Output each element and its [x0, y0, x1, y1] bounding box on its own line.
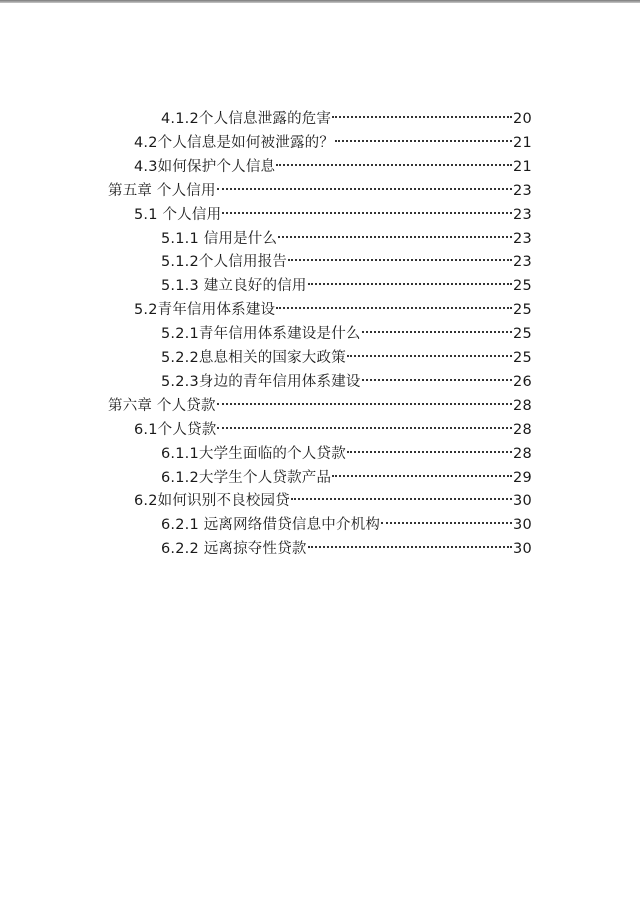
toc-entry-title: 4.1.2个人信息泄露的危害 — [161, 111, 332, 127]
toc-entry-page-number: 25 — [512, 302, 532, 319]
toc-entry-page-number: 28 — [512, 421, 532, 438]
toc-entry-page-number: 29 — [512, 469, 532, 486]
toc-entry[interactable] — [134, 125, 532, 151]
toc-entry[interactable] — [134, 292, 532, 319]
toc-entry-title: 5.1.2个人信用报告 — [161, 254, 288, 271]
toc-entry[interactable] — [161, 531, 532, 558]
toc-entry-title: 4.3如何保护个人信息 — [134, 158, 276, 175]
toc-entry-title: 6.2.1 远离网络借贷信息中介机构 — [161, 517, 381, 534]
toc-dot-leader — [362, 316, 512, 338]
toc-entry[interactable] — [161, 436, 532, 462]
toc-dot-leader — [288, 244, 512, 266]
toc-entry-title: 6.2如何识别不良校园贷 — [134, 493, 290, 510]
toc-entry-title: 5.1.1 信用是什么 — [161, 230, 278, 247]
toc-entry-title: 第六章 个人贷款 — [108, 397, 216, 414]
toc-entry[interactable] — [108, 388, 532, 414]
toc-entry-page-number: 28 — [512, 397, 532, 414]
toc-entry-title: 6.2.2 远离掠夺性贷款 — [161, 541, 307, 558]
toc-entry-page-number: 25 — [512, 350, 532, 366]
toc-dot-leader — [308, 268, 512, 290]
toc-entry-page-number: 30 — [512, 517, 532, 534]
toc-entry[interactable] — [134, 149, 532, 175]
toc-entry-page-number: 26 — [512, 373, 532, 390]
toc-entry-page-number: 25 — [512, 278, 532, 295]
toc-entry[interactable] — [134, 483, 532, 510]
toc-entry[interactable] — [161, 268, 532, 295]
toc-dot-leader — [335, 125, 512, 147]
toc-entry-page-number: 21 — [512, 134, 532, 151]
toc-entry-page-number: 23 — [512, 254, 532, 271]
toc-entry-page-number: 30 — [512, 541, 532, 558]
toc-entry-page-number: 20 — [512, 111, 532, 127]
toc-dot-leader — [332, 460, 512, 482]
toc-entry-title: 5.2.1青年信用体系建设是什么 — [161, 326, 361, 343]
toc-dot-leader — [308, 531, 512, 553]
toc-dot-leader — [381, 507, 512, 529]
toc-entry[interactable] — [108, 173, 532, 199]
toc-entry-title: 4.2个人信息是如何被泄露的？ — [134, 134, 335, 151]
toc-entry-page-number: 23 — [512, 206, 532, 223]
toc-dot-leader — [217, 173, 512, 195]
toc-entry-page-number: 21 — [512, 158, 532, 175]
toc-entry-title: 6.1.1大学生面临的个人贷款 — [161, 445, 346, 462]
toc-entry-page-number: 25 — [512, 326, 532, 343]
toc-dot-leader — [222, 197, 512, 219]
toc-entry-title: 6.1个人贷款 — [134, 421, 217, 438]
toc-entry[interactable] — [161, 364, 532, 390]
toc-dot-leader — [217, 388, 512, 410]
toc-entry[interactable] — [161, 507, 532, 534]
toc-entry[interactable] — [161, 101, 532, 127]
top-border — [0, 0, 640, 3]
toc-entry-page-number: 23 — [512, 182, 532, 199]
toc-entry[interactable] — [134, 412, 532, 438]
toc-entry-title: 5.1 个人信用 — [134, 206, 222, 223]
toc-dot-leader — [276, 292, 512, 314]
toc-dot-leader — [332, 101, 512, 123]
toc-entry[interactable] — [161, 460, 532, 486]
toc-entry-title: 5.2青年信用体系建设 — [134, 302, 276, 319]
toc-entry-page-number: 23 — [512, 230, 532, 247]
toc-dot-leader — [347, 436, 512, 458]
toc-entry[interactable] — [161, 340, 532, 366]
toc-entry-title: 第五章 个人信用 — [108, 182, 216, 199]
toc-entry[interactable] — [161, 221, 532, 247]
toc-entry-title: 6.1.2大学生个人贷款产品 — [161, 469, 332, 486]
toc-entry-page-number: 28 — [512, 445, 532, 462]
toc-dot-leader — [347, 340, 512, 362]
toc-dot-leader — [278, 221, 512, 243]
toc-entry[interactable] — [161, 316, 532, 343]
toc-entry[interactable] — [161, 244, 532, 271]
toc-entry-page-number: 30 — [512, 493, 532, 510]
toc-dot-leader — [362, 364, 512, 386]
toc-dot-leader — [217, 412, 511, 434]
toc-entry-title: 5.2.2息息相关的国家大政策 — [161, 350, 346, 366]
toc-dot-leader — [276, 149, 512, 171]
toc-entry-title: 5.1.3 建立良好的信用 — [161, 278, 307, 295]
toc-entry[interactable] — [134, 197, 532, 223]
toc-entry-title: 5.2.3身边的青年信用体系建设 — [161, 373, 361, 390]
toc-dot-leader — [291, 483, 512, 505]
